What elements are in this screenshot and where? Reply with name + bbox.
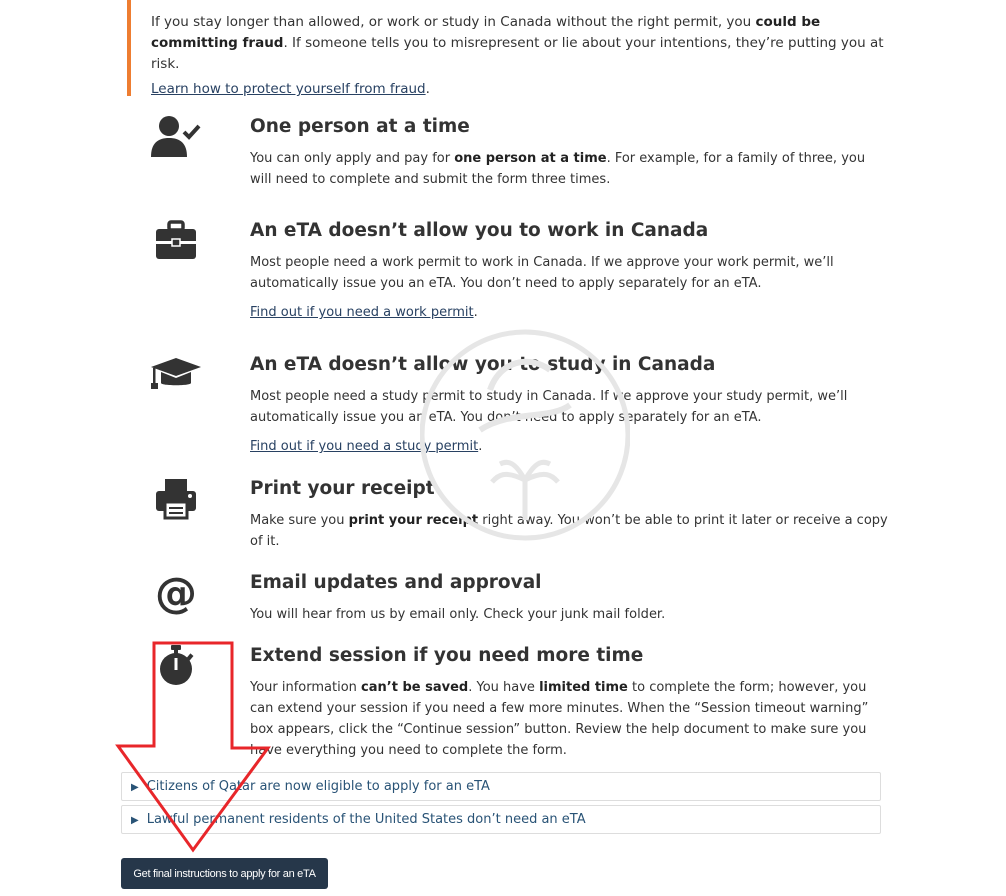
- section-title: An eTA doesn’t allow you to work in Canada: [250, 220, 709, 241]
- section-one-person: [148, 115, 888, 195]
- section-text: Your information can’t be saved. You have limited time to complete the form; however, you can extend your session if you need a few more minutes. When the “Session timeout warning” box appears, click the “Continue session” button. Review the help document to make sure you have everything you need to complete the form.: [250, 680, 869, 758]
- section-email: [148, 571, 888, 631]
- stopwatch-icon: [148, 644, 204, 692]
- svg-text:@: @: [155, 571, 197, 615]
- section-study: An eTA doesn’t allow you to study in Canada Most people need a study permit to study in Canada. If we approve your study permit, we’ll automatically issue you an eTA. You don’t need to apply separately for an eTA. Find out if you need a study permit.: [148, 353, 888, 463]
- section-text: Most people need a study permit to study in Canada. If we approve your study permit, we’ll automatically issue you an eTA. You don’t need to apply separately for an eTA.: [250, 389, 848, 425]
- printer-icon: [148, 477, 204, 525]
- fraud-warning-alert: If you stay longer than allowed, or work or study in Canada without the right permit, you could be committing fraud. If someone tells you to misrepresent or lie about your intentions, they’re putting you at risk. Learn how to protect yourself from fraud.: [127, 0, 887, 96]
- section-work: An eTA doesn’t allow you to work in Canada Most people need a work permit to work in Canada. If we approve your work permit, we’ll automatically issue you an eTA. You don’t need to apply separately for an eTA. Find out if you need a work permit.: [148, 219, 888, 329]
- expand-triangle-icon: ▶: [131, 815, 139, 826]
- details-qatar-eligible[interactable]: ▶ Citizens of Qatar are now eligible to apply for an eTA: [121, 772, 881, 801]
- section-text: You can only apply and pay for one person at a time. For example, for a family of three, you will need to complete and submit the form three times.: [250, 151, 866, 187]
- work-permit-link[interactable]: Find out if you need a work permit: [250, 305, 474, 320]
- fraud-protection-link[interactable]: Learn how to protect yourself from fraud: [151, 81, 426, 97]
- expand-triangle-icon: ▶: [131, 782, 139, 793]
- section-text: Most people need a work permit to work in Canada. If we approve your work permit, we’ll automatically issue you an eTA. You don’t need to apply separately for an eTA.: [250, 255, 834, 291]
- user-check-icon: [148, 115, 204, 163]
- briefcase-icon: [148, 219, 204, 267]
- fraud-warning-text: If you stay longer than allowed, or work or study in Canada without the right permit, you could be committing fraud. If someone tells you to misrepresent or lie about your intentions, they’re putting you at risk.: [151, 14, 884, 72]
- section-title: One person at a time: [250, 116, 470, 137]
- section-extend-session: [148, 644, 888, 769]
- at-sign-icon: [148, 571, 204, 619]
- graduation-cap-icon: [148, 353, 204, 401]
- section-title: Email updates and approval: [250, 572, 542, 593]
- section-text: Make sure you print your receipt right away. You won’t be able to print it later or receive a copy of it.: [250, 513, 888, 549]
- section-title: Print your receipt: [250, 478, 435, 499]
- section-title: Extend session if you need more time: [250, 645, 644, 666]
- study-permit-link[interactable]: Find out if you need a study permit: [250, 439, 479, 454]
- section-text: You will hear from us by email only. Check your junk mail folder.: [250, 607, 666, 622]
- details-us-permanent-residents[interactable]: ▶ Lawful permanent residents of the United States don’t need an eTA: [121, 805, 881, 834]
- section-print-receipt: [148, 477, 888, 557]
- section-title: An eTA doesn’t allow you to study in Canada: [250, 354, 716, 375]
- get-final-instructions-button[interactable]: Get final instructions to apply for an eTA: [121, 858, 328, 889]
